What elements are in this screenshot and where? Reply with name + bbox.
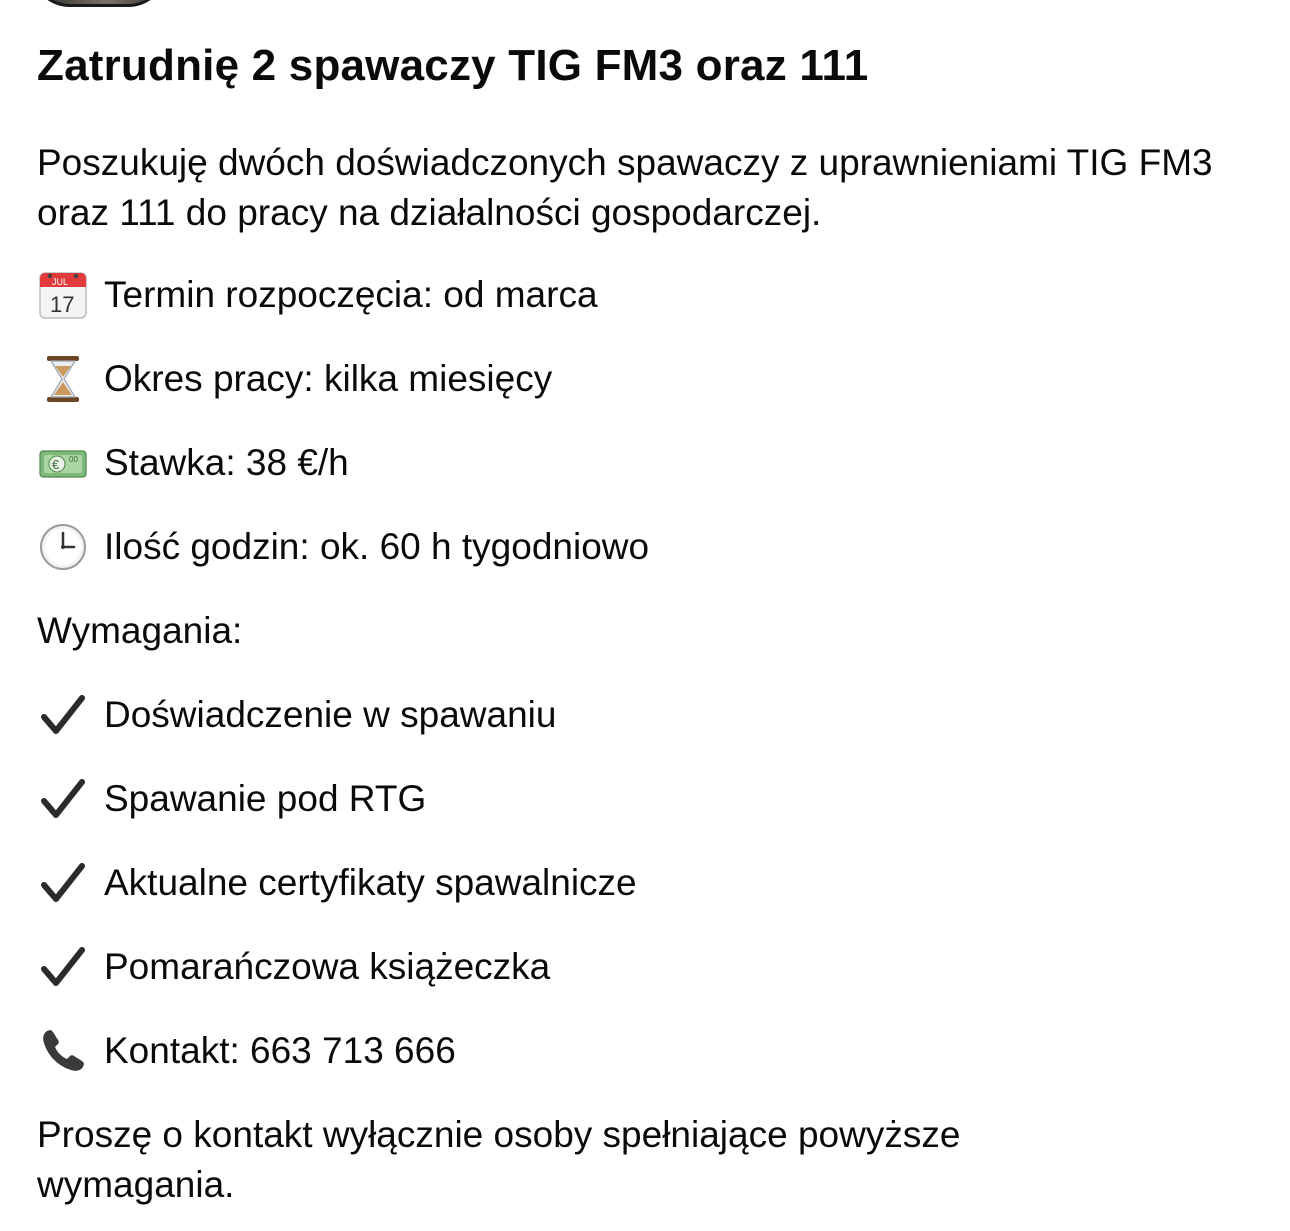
requirement-text: Aktualne certyfikaty spawalnicze: [104, 862, 637, 903]
requirement-item: [37, 856, 637, 910]
post-outro: Proszę o kontakt wyłącznie osoby spełniające powyższe wymagania.: [37, 1114, 961, 1205]
detail-text: Termin rozpoczęcia: od marca: [104, 274, 598, 315]
detail-text: Stawka: 38 €/h: [104, 442, 349, 483]
requirements-heading: Wymagania:: [37, 610, 243, 651]
requirement-text: Doświadczenie w spawaniu: [104, 694, 557, 735]
checkmark-icon: [37, 941, 89, 993]
svg-text:00: 00: [69, 455, 78, 464]
contact-text[interactable]: Kontakt: 663 713 666: [104, 1030, 456, 1071]
checkmark-icon: [37, 857, 89, 909]
clock-icon: [37, 521, 89, 573]
requirement-text: Spawanie pod RTG: [104, 778, 427, 819]
detail-start-date: [37, 268, 598, 322]
svg-text:€: €: [52, 457, 60, 472]
detail-text: Okres pracy: kilka miesięcy: [104, 358, 553, 399]
detail-hours: [37, 520, 649, 574]
phone-icon: [37, 1025, 89, 1077]
calendar-icon: [37, 269, 89, 321]
requirement-item: [37, 772, 426, 826]
avatar[interactable]: [30, 0, 168, 7]
checkmark-icon: [37, 773, 89, 825]
checkmark-icon: [37, 689, 89, 741]
detail-rate: [37, 436, 349, 490]
post-title: Zatrudnię 2 spawaczy TIG FM3 oraz 111: [37, 41, 869, 90]
post-intro: Poszukuję dwóch doświadczonych spawaczy z uprawnieniami TIG FM3 oraz 111 do pracy na działalności gospodarczej.: [37, 142, 1213, 233]
detail-text: Ilość godzin: ok. 60 h tygodniowo: [104, 526, 650, 567]
money-icon: [37, 437, 89, 489]
requirement-item: [37, 940, 550, 994]
contact-line: [37, 1024, 456, 1078]
hourglass-icon: [37, 353, 89, 405]
requirement-item: [37, 688, 556, 742]
detail-work-period: [37, 352, 552, 406]
calendar-month: JUL: [52, 277, 69, 287]
calendar-day: 17: [50, 292, 75, 317]
requirement-text: Pomarańczowa książeczka: [104, 946, 551, 987]
